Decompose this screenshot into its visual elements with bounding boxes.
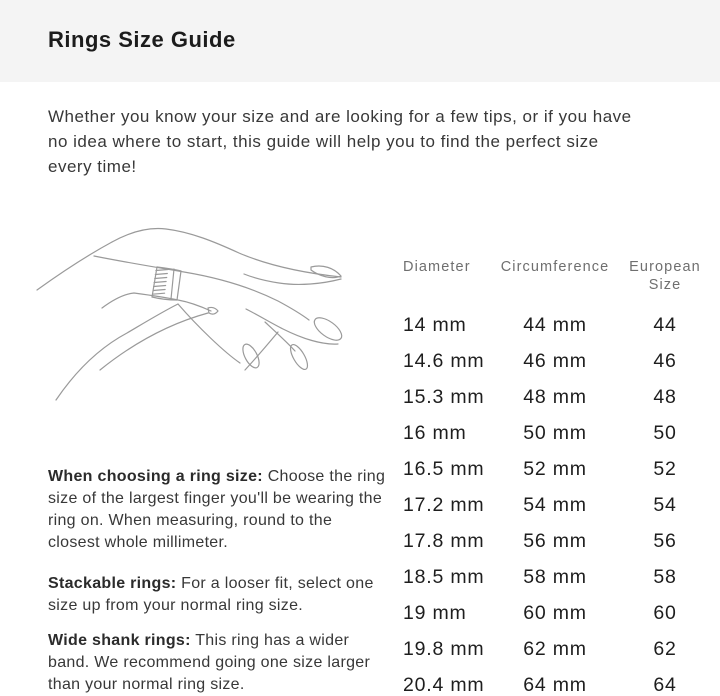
ring-band-inner-line bbox=[171, 269, 174, 299]
table-row bbox=[403, 379, 718, 415]
cell-circumference: 48 mm bbox=[523, 385, 587, 408]
cell-circumference: 60 mm bbox=[523, 601, 587, 624]
table-row bbox=[403, 343, 718, 379]
cell-diameter: 18.5 mm bbox=[403, 565, 485, 588]
ring-band-right-edge bbox=[177, 271, 181, 300]
tip-body: Choose the ring size of the largest finger you'll be wearing the ring on. When measuring, round to the closest whole millimeter. bbox=[48, 468, 386, 551]
index-nail bbox=[311, 266, 341, 278]
column-header-diameter: Diameter bbox=[403, 259, 471, 275]
ring-gauge-tick bbox=[154, 286, 166, 287]
cell-european-size: 50 bbox=[653, 421, 677, 444]
cell-diameter: 16 mm bbox=[403, 421, 467, 444]
cell-circumference: 50 mm bbox=[523, 421, 587, 444]
cell-european-size: 48 bbox=[653, 385, 677, 408]
cell-circumference: 46 mm bbox=[523, 349, 587, 372]
intro-paragraph: Whether you know your size and are looking for a few tips, or if you have no idea where to start, this guide will help you to find the perfect size every time! bbox=[48, 107, 632, 176]
column-header-circumference: Circumference bbox=[500, 259, 610, 275]
hand-lower-edge-line bbox=[102, 293, 211, 311]
cell-diameter: 19.8 mm bbox=[403, 637, 485, 660]
cell-european-size: 58 bbox=[653, 565, 677, 588]
tip-stackable-rings bbox=[48, 573, 388, 617]
table-row bbox=[403, 307, 718, 343]
tip-body: For a looser fit, select one size up from your normal ring size. bbox=[48, 575, 374, 614]
hand-top-line bbox=[112, 229, 341, 277]
table-row bbox=[403, 415, 718, 451]
cell-european-size: 52 bbox=[653, 457, 677, 480]
page-title: Rings Size Guide bbox=[48, 27, 236, 52]
tip-body: This ring has a wider band. We recommend going one size larger than your normal ring size. bbox=[48, 632, 371, 693]
cell-european-size: 60 bbox=[653, 601, 677, 624]
cell-diameter: 17.8 mm bbox=[403, 529, 485, 552]
cell-diameter: 14.6 mm bbox=[403, 349, 485, 372]
ring-gauge-tick bbox=[153, 293, 165, 294]
ring-gauge-tick bbox=[154, 282, 166, 283]
ring-size-table bbox=[403, 258, 718, 696]
tip-wide-shank-rings bbox=[48, 630, 388, 696]
table-row bbox=[403, 451, 718, 487]
tip-lead: Stackable rings: bbox=[48, 575, 177, 592]
table-row bbox=[403, 631, 718, 667]
table-row bbox=[403, 595, 718, 631]
column-header-european-size: European Size bbox=[629, 259, 701, 293]
palm-outer-contour bbox=[56, 304, 178, 400]
cell-circumference: 56 mm bbox=[523, 529, 587, 552]
cell-circumference: 64 mm bbox=[523, 673, 587, 696]
table-row bbox=[403, 523, 718, 559]
ring-gauge-tick bbox=[155, 278, 167, 279]
cell-diameter: 20.4 mm bbox=[403, 673, 485, 696]
hand-forearm-line bbox=[37, 242, 112, 290]
bent-finger1-nail bbox=[240, 342, 263, 371]
ring-gauge-tick bbox=[153, 290, 165, 291]
cell-circumference: 54 mm bbox=[523, 493, 587, 516]
cell-circumference: 52 mm bbox=[523, 457, 587, 480]
hand-with-ring-illustration bbox=[28, 212, 388, 462]
cell-european-size: 64 bbox=[653, 673, 677, 696]
tip-lead: Wide shank rings: bbox=[48, 632, 191, 649]
table-body bbox=[403, 307, 718, 696]
cell-circumference: 58 mm bbox=[523, 565, 587, 588]
cell-diameter: 17.2 mm bbox=[403, 493, 485, 516]
cell-diameter: 16.5 mm bbox=[403, 457, 485, 480]
page-header bbox=[0, 0, 720, 82]
cell-circumference: 62 mm bbox=[523, 637, 587, 660]
ring-finger-nail bbox=[311, 314, 346, 345]
table-header-row bbox=[403, 258, 718, 294]
cell-diameter: 14 mm bbox=[403, 313, 467, 336]
cell-european-size: 62 bbox=[653, 637, 677, 660]
cell-european-size: 46 bbox=[653, 349, 677, 372]
tip-choosing-ring-size bbox=[48, 466, 388, 554]
palm-inner-fold-line bbox=[100, 313, 208, 370]
ring-gauge-tick bbox=[155, 274, 167, 275]
table-row bbox=[403, 487, 718, 523]
cell-european-size: 56 bbox=[653, 529, 677, 552]
bent-finger1-right-line bbox=[245, 332, 278, 370]
ring-finger-underside-line bbox=[246, 309, 338, 344]
bent-finger2-nail bbox=[287, 342, 311, 372]
cell-european-size: 44 bbox=[653, 313, 677, 336]
tip-lead: When choosing a ring size: bbox=[48, 468, 263, 485]
table-row bbox=[403, 559, 718, 595]
cell-european-size: 54 bbox=[653, 493, 677, 516]
cell-circumference: 44 mm bbox=[523, 313, 587, 336]
ring-gauge-tick bbox=[156, 270, 168, 271]
cell-diameter: 19 mm bbox=[403, 601, 467, 624]
table-row bbox=[403, 667, 718, 696]
hand-illustration-svg bbox=[28, 212, 388, 462]
cell-diameter: 15.3 mm bbox=[403, 385, 485, 408]
